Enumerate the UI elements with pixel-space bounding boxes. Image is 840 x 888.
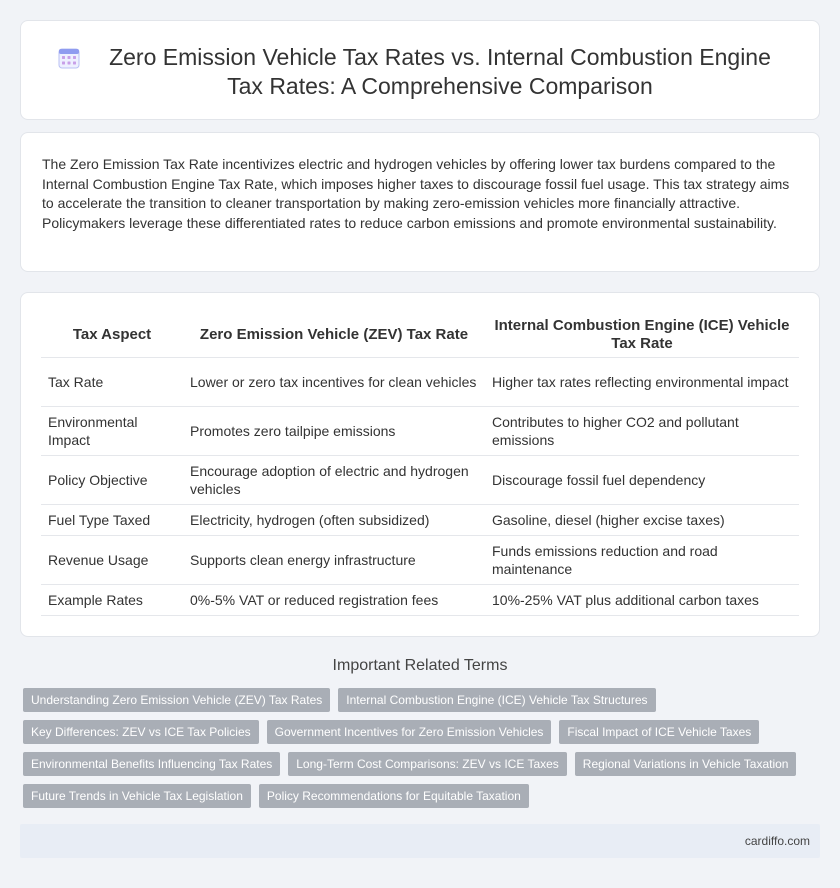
table-cell: Gasoline, diesel (higher excise taxes): [485, 504, 799, 535]
table-cell: Environmental Impact: [41, 406, 183, 455]
table-cell: Supports clean energy infrastructure: [183, 535, 485, 584]
related-terms-title: Important Related Terms: [332, 657, 508, 674]
table-cell: Tax Rate: [41, 357, 183, 406]
intro-card: [20, 132, 820, 272]
table-row: [41, 535, 799, 584]
table-cell: Fuel Type Taxed: [41, 504, 183, 535]
related-term-chip[interactable]: Internal Combustion Engine (ICE) Vehicle Tax Structures: [338, 688, 655, 712]
comparison-table-card: [20, 292, 820, 637]
related-term-chip[interactable]: Future Trends in Vehicle Tax Legislation: [23, 784, 251, 808]
chip-row: [23, 688, 813, 712]
related-terms-list: [23, 688, 813, 816]
chip-row: [23, 784, 813, 808]
site-link[interactable]: cardiffo.com: [744, 834, 810, 848]
table-row: [41, 584, 799, 615]
footer-bar: [20, 824, 820, 858]
related-term-chip[interactable]: Fiscal Impact of ICE Vehicle Taxes: [559, 720, 759, 744]
intro-paragraph: The Zero Emission Tax Rate incentivizes electric and hydrogen vehicles by offering lower tax burdens compared to the Internal Combustion Engine Tax Rate, which imposes higher taxes to discourage fossil fuel usage. This tax strategy aims to accelerate the transition to cleaner transportation by making zero-emission vehicles more financially attractive. Policymakers leverage these differentiated rates to reduce carbon emissions and promote environmental sustainability.: [42, 156, 790, 231]
page-title: Zero Emission Vehicle Tax Rates vs. Internal Combustion Engine Tax Rates: A Comprehensive Comparison: [109, 44, 771, 99]
table-row: [41, 504, 799, 535]
table-cell: Revenue Usage: [41, 535, 183, 584]
related-term-chip[interactable]: Key Differences: ZEV vs ICE Tax Policies: [23, 720, 259, 744]
table-header-row: [41, 313, 799, 357]
table-cell: Example Rates: [41, 584, 183, 615]
related-term-chip[interactable]: Environmental Benefits Influencing Tax Rates: [23, 752, 280, 776]
related-term-chip[interactable]: Government Incentives for Zero Emission Vehicles: [267, 720, 552, 744]
table-cell: Discourage fossil fuel dependency: [485, 455, 799, 504]
table-cell: Lower or zero tax incentives for clean vehicles: [183, 357, 485, 406]
column-header-zev: Zero Emission Vehicle (ZEV) Tax Rate: [183, 313, 485, 357]
table-cell: Higher tax rates reflecting environmental impact: [485, 357, 799, 406]
table-cell: Contributes to higher CO2 and pollutant emissions: [485, 406, 799, 455]
column-header-ice: Internal Combustion Engine (ICE) Vehicle Tax Rate: [485, 313, 799, 357]
table-cell: 10%-25% VAT plus additional carbon taxes: [485, 584, 799, 615]
table-row: [41, 455, 799, 504]
table-cell: Funds emissions reduction and road maintenance: [485, 535, 799, 584]
title-card: [20, 20, 820, 120]
related-term-chip[interactable]: Long-Term Cost Comparisons: ZEV vs ICE Taxes: [288, 752, 567, 776]
related-term-chip[interactable]: Regional Variations in Vehicle Taxation: [575, 752, 797, 776]
related-term-chip[interactable]: Policy Recommendations for Equitable Taxation: [259, 784, 529, 808]
table-cell: Encourage adoption of electric and hydrogen vehicles: [183, 455, 485, 504]
chip-row: [23, 752, 813, 776]
table-cell: 0%-5% VAT or reduced registration fees: [183, 584, 485, 615]
table-row: [41, 406, 799, 455]
table-cell: Promotes zero tailpipe emissions: [183, 406, 485, 455]
related-term-chip[interactable]: Understanding Zero Emission Vehicle (ZEV) Tax Rates: [23, 688, 330, 712]
table-row: [41, 357, 799, 406]
column-header-tax-aspect: Tax Aspect: [41, 313, 183, 357]
comparison-table: [41, 313, 799, 616]
table-cell: Policy Objective: [41, 455, 183, 504]
chip-row: [23, 720, 813, 744]
table-cell: Electricity, hydrogen (often subsidized): [183, 504, 485, 535]
